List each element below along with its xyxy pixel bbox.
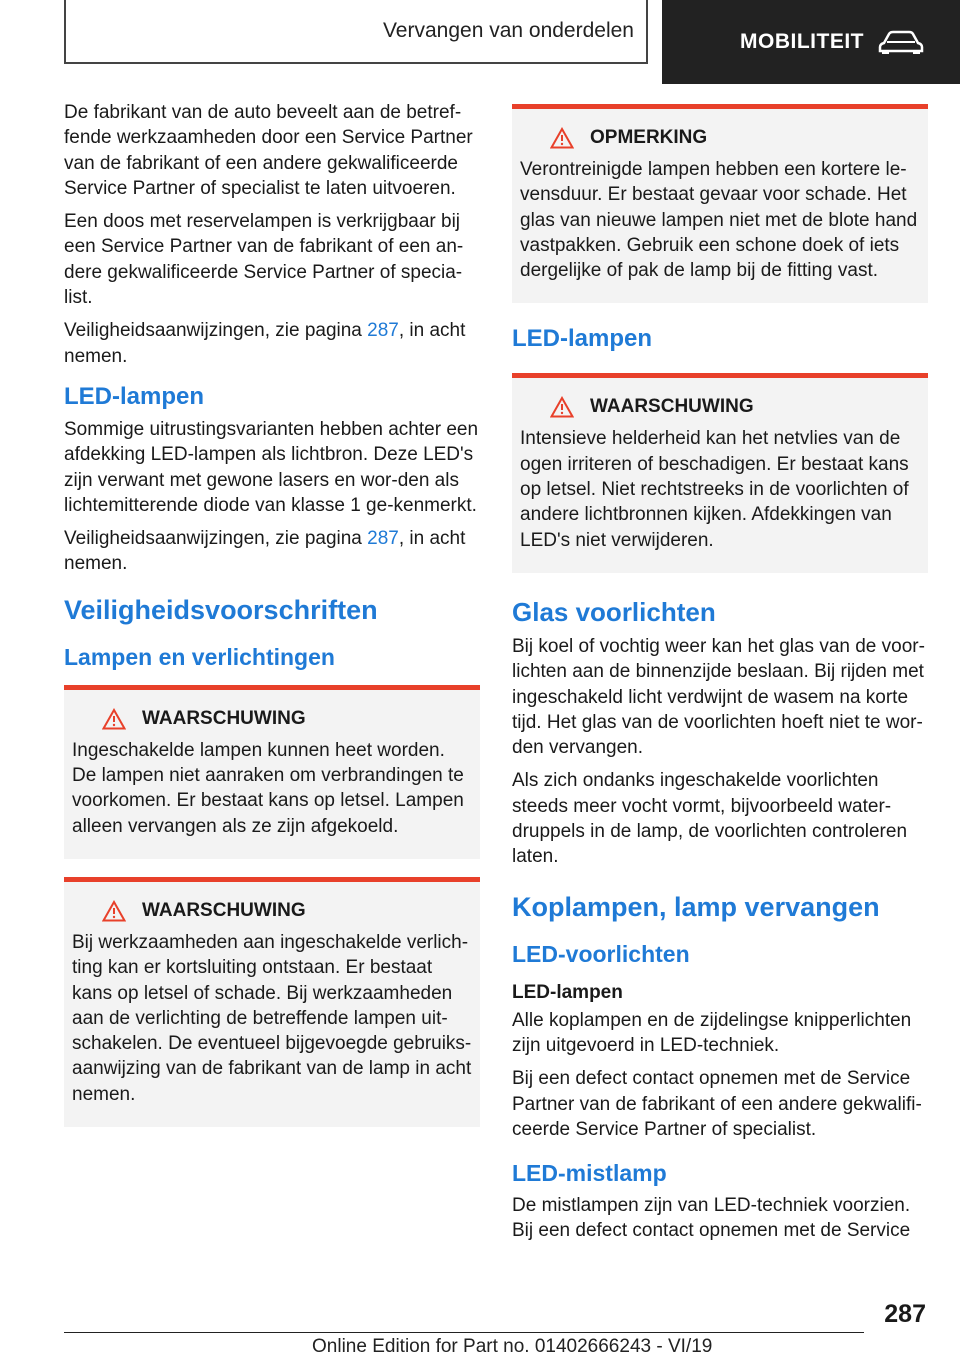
page-link[interactable]: 287 <box>367 528 399 550</box>
text: Veiligheidsaanwijzingen, zie pagina <box>64 320 368 342</box>
main-heading: Koplampen, lamp vervangen <box>512 891 880 922</box>
paragraph: Bij een defect contact opnemen met de Service Partner van de fabrikant of een andere gekwalifi-ceerde Service Partner of specialist. <box>512 1068 922 1140</box>
paragraph: De mistlampen zijn van LED-techniek voorzien. Bij een defect contact opnemen met de Service <box>512 1195 911 1242</box>
edition-footer: Online Edition for Part no. 01402666243 - VI/19 <box>312 1336 713 1357</box>
page-link[interactable]: 287 <box>367 320 399 342</box>
warning-text: Ingeschakelde lampen kunnen heet worden. De lampen niet aanraken om verbrandingen te voorkomen. Er bestaat kans op letsel. Lampen alleen vervangen als ze zijn afgekoeld. <box>72 739 464 837</box>
paragraph: Een doos met reservelampen is verkrijgbaar bij een Service Partner van de fabrikant of een an-dere gekwalificeerde Service Partner of specia-list. <box>64 211 464 309</box>
warning-box <box>64 685 480 859</box>
section-title: Vervangen van onderdelen <box>382 19 634 42</box>
section-heading: Glas voorlichten <box>512 596 716 627</box>
right-column <box>512 100 928 1252</box>
text: , in acht nemen. <box>64 528 466 575</box>
warning-title <box>72 708 472 730</box>
warning-triangle-icon <box>102 900 126 922</box>
sub-heading: LED-voorlichten <box>512 940 690 967</box>
paragraph: De fabrikant van de auto beveelt aan de betref-fende werkzaamheden door een Service Partner van de fabrikant of een andere gekwalificeerde Service Partner of specialist te laten uitvoeren. <box>64 102 473 199</box>
paragraph: Alle koplampen en de zijdelingse knipperlichten zijn uitgevoerd in LED-techniek. <box>512 1009 912 1056</box>
paragraph: Als zich ondanks ingeschakelde voorlichten steeds meer vocht vormt, bijvoorbeeld water-druppels in de lamp, de voorlichten controleren laten. <box>512 770 908 868</box>
warning-title <box>520 396 920 418</box>
minor-heading: LED-lampen <box>512 981 623 1003</box>
warning-triangle-icon <box>102 708 126 730</box>
chapter-title: MOBILITEIT <box>740 30 864 53</box>
section-heading: LED-lampen <box>512 325 653 353</box>
sub-heading: LED-mistlamp <box>512 1160 667 1187</box>
warning-text: Bij werkzaamheden aan ingeschakelde verlich-ting kan er kortsluiting ontstaan. Er bestaat kans op letsel of schade. Bij werkzaamheden aan de verlichting de betreffende lampen uit-schakelen. De eventueel bijgevoegde gebruiks-aanwijzing van de fabrikant van de lamp in acht nemen. <box>72 931 472 1105</box>
note-label: OPMERKING <box>590 127 708 148</box>
left-column <box>64 100 480 1145</box>
text: , in acht nemen. <box>64 320 466 367</box>
warning-triangle-icon <box>550 396 574 418</box>
warning-box <box>64 877 480 1127</box>
text: Veiligheidsaanwijzingen, zie pagina <box>64 528 368 550</box>
chapter-tab <box>662 0 960 84</box>
footer-divider <box>64 1332 864 1333</box>
main-heading: Veiligheidsvoorschriften <box>64 594 378 625</box>
paragraph <box>64 318 480 369</box>
warning-title <box>72 900 472 922</box>
page-number: 287 <box>884 1300 926 1328</box>
paragraph <box>64 526 480 577</box>
sub-heading: Lampen en verlichtingen <box>64 643 335 670</box>
paragraph: Sommige uitrustingsvarianten hebben achter een afdekking LED-lampen als lichtbron. Deze LED's zijn verwant met gewone lasers en wor-den als lichtemitterende diode van klasse 1 ge-kenmerkt. <box>64 418 479 516</box>
warning-label: WAARSCHUWING <box>590 396 754 418</box>
warning-label: WAARSCHUWING <box>142 899 306 921</box>
warning-text: Intensieve helderheid kan het netvlies van de ogen irriteren of beschadigen. Er bestaat kans op letsel. Niet rechtstreeks in de voorlichten of andere lichtbronnen kijken. Afdekkingen van LED's niet verwijderen. <box>520 428 909 551</box>
car-icon <box>878 29 924 55</box>
paragraph: Bij koel of vochtig weer kan het glas van de voor-lichten aan de binnenzijde beslaan. Bij rijden met ingeschakeld licht verdwijnt de wasem na korte tijd. Het glas van de voorlichten hoeft niet te wor-den vervangen. <box>512 635 925 759</box>
warning-label: WAARSCHUWING <box>142 707 306 729</box>
note-text: Verontreinigde lampen hebben een kortere le-vensduur. Er bestaat gevaar voor schade. Het glas van nieuwe lampen niet met de blote hand vastpakken. Gebruik een schone doek of iets dergelijke of pak de lamp bij de fitting vast. <box>520 159 918 282</box>
section-heading: LED-lampen <box>64 382 205 410</box>
note-box <box>512 104 928 303</box>
note-title <box>520 127 920 149</box>
warning-box <box>512 373 928 572</box>
running-header-section <box>64 0 648 64</box>
warning-triangle-icon <box>550 127 574 149</box>
